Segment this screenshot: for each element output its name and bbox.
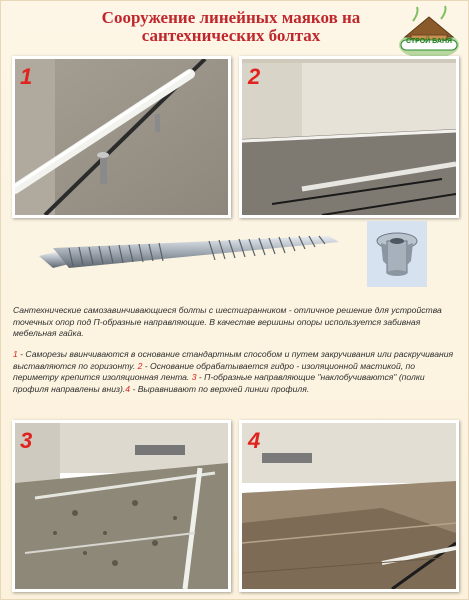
title-line-1: Сооружение линейных маяков на [101,8,361,27]
photo-2 [239,56,459,218]
logo [393,5,465,63]
step-3-text: - П-образные направляющие "наклобучиваются" (полки профиля направлены вниз). [13,372,425,394]
step-4-text: - Выравнивают по верхней линии профиля. [130,383,310,394]
photo-3-image [15,423,228,589]
photo-2-image [242,59,456,215]
bolt-image [39,226,344,286]
page-title [71,9,391,45]
title-line-2: сантехнических болтах [141,26,321,45]
bathhouse-logo-icon [393,5,465,63]
step-4-number: 4 [125,383,131,394]
photo-1-number: 1 [20,64,33,89]
step-2-number: 2 [137,360,143,371]
photo-4 [239,420,459,592]
steps-paragraph [13,349,459,395]
step-2-text: - Основание обрабатывается гидро - изоляционной мастикой, по периметру крепится изоляционная лента. [13,360,416,382]
photo-2-number: 2 [248,64,261,89]
intro-paragraph: Сантехнические самозавинчивающиеся болты с шестигранником - отличное решение для устройства точечных опор под П-образные направляющие. В качестве вершины опоры используется забивная мебельная гайка. [13,305,442,338]
step-1-number: 1 [13,349,18,359]
logo-text: СТРОЙ БАНЯ [405,38,453,45]
photo-3-number: 3 [20,428,33,453]
sanitary-bolt-icon [39,226,344,286]
step-3-number: 3 [191,372,197,382]
nut-image [367,221,427,287]
furniture-nut-icon [367,221,427,287]
photo-3 [12,420,231,592]
photo-4-number: 4 [248,428,261,453]
photo-4-image [242,423,456,589]
step-1-text: - Саморезы ввинчиваются в основание стандартным способом и путем закручивания или раскручивания выставляются по горизонту. [13,349,454,371]
photo-1 [12,56,231,218]
photo-1-image [15,59,228,215]
